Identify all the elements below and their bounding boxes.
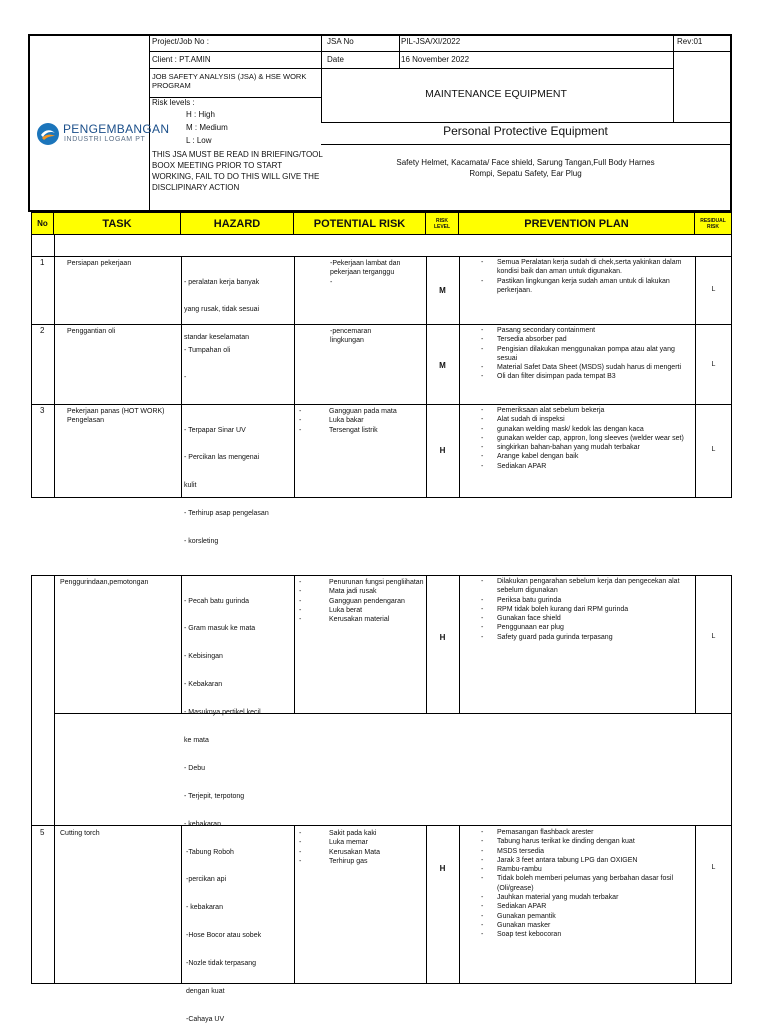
revision: Rev:01: [677, 37, 703, 46]
plan-item: - Dilakukan pengarahan sebelum kerja dan pengecekan alat sebelum digunakan: [479, 577, 694, 596]
row-1-task: Persiapan pekerjaan: [67, 260, 132, 267]
plan-item: - Pemasangan flashback arester: [479, 828, 694, 837]
plan-item: - Rambu-rambu: [479, 865, 694, 874]
col-hazard-text: HAZARD: [213, 217, 261, 230]
hazard-line: - Terhirup asap pengelasan: [184, 510, 269, 518]
row-4-level: H: [439, 633, 446, 642]
row-5-plan: [479, 828, 694, 940]
hazard-line: - kebakaran: [184, 820, 221, 828]
plan-item: - singkirkan bahan-bahan yang mudah terbakar: [479, 443, 694, 452]
plan-item: - Pemeriksaan alat sebelum bekerja: [479, 406, 694, 415]
plan-item: - Arange kabel dengan baik: [479, 452, 694, 461]
plan-item: - Pengisian dilakukan menggunakan pompa atau alat yang sesuai: [479, 345, 694, 364]
hazard-line: -percikan api: [186, 876, 227, 884]
hazard-line: - Percikan las mengenai: [184, 454, 260, 462]
ppe-line-2: Rompi, Sepatu Safety, Ear Plug: [469, 169, 582, 178]
col-residual-text-2: RISK: [707, 223, 719, 230]
col-hazard-header: [181, 213, 294, 234]
hazard-line: - Kebisingan: [184, 653, 223, 661]
row-2-hazard: [184, 327, 294, 392]
row-1-residual: L: [711, 286, 716, 293]
client-label: Client : PT.AMIN: [152, 55, 211, 64]
plan-item: - Gunakan masker: [479, 921, 694, 930]
row-2-no: 2: [40, 326, 45, 335]
col-residual-text-1: RESIDUAL: [700, 217, 726, 224]
risk-high: H : High: [186, 110, 215, 119]
company-name: PENGEMBANGAN: [63, 122, 170, 136]
risk-item: - Terhirup gas: [297, 857, 425, 866]
col-level-header: [426, 213, 459, 234]
ppe-title: Personal Protective Equipment: [443, 124, 608, 138]
plan-item: - Alat sudah di inspeksi: [479, 415, 694, 424]
row-1-level: M: [439, 286, 446, 295]
row-2-level: M: [439, 361, 446, 370]
plan-item: - Oli dan filter disimpan pada tempat B3: [479, 372, 694, 381]
risk-low: L : Low: [186, 136, 212, 145]
row-3-residual: L: [711, 446, 716, 453]
risk-levels-label: Risk levels :: [152, 98, 195, 107]
risk-item: - Kerusakan Mata: [297, 848, 425, 857]
work-title: MAINTENANCE EQUIPMENT: [425, 88, 567, 100]
row-3-level: H: [439, 446, 446, 455]
row-4-plan: [479, 577, 694, 642]
risk-item: - Luka memar: [297, 838, 425, 847]
hazard-line: - Kebakaran: [184, 681, 223, 689]
risk-line: -Pekerjaan lambat dan: [330, 260, 401, 267]
row-4-hazard: [184, 578, 294, 838]
row-5-no: 5: [40, 828, 45, 837]
hazard-line: - Gram masuk ke mata: [184, 625, 256, 633]
hazard-line: - Debu: [184, 764, 206, 772]
row-3-risk: [297, 407, 425, 435]
hazard-line: yang rusak, tidak sesuai: [184, 306, 260, 314]
plan-item: - Tidak boleh memberi pelumas yang berbahan dasar fosil (Oli/grease): [479, 874, 694, 893]
col-level-text-2: LEVEL: [433, 223, 451, 230]
risk-item: - Sakit pada kaki: [297, 829, 425, 838]
row-5-task: Cutting torch: [60, 830, 100, 837]
hazard-line: dengan kuat: [186, 988, 225, 996]
row-1-plan: [479, 258, 694, 295]
col-task-header: [54, 213, 181, 234]
risk-item: - Kerusakan material: [297, 615, 425, 624]
hazard-line: ke mata: [184, 737, 209, 745]
plan-item: - Jarak 3 feet antara tabung LPG dan OXIGEN: [479, 856, 694, 865]
row-3-plan: [479, 406, 694, 471]
plan-item: - Sediakan APAR: [479, 902, 694, 911]
hazard-line: -Tabung Roboh: [186, 848, 234, 856]
jsa-title: JOB SAFETY ANALYSIS (JSA) & HSE WORK PROGRAM: [152, 72, 307, 91]
plan-item: - Pasang secondary containment: [479, 326, 694, 335]
hazard-line: kulit: [184, 482, 197, 490]
row-4-risk: [297, 578, 425, 624]
col-risk-header: [294, 213, 426, 234]
col-no-text: No: [37, 219, 48, 228]
logo-mark-icon: [36, 122, 60, 146]
plan-item: - gunakan welder cap, appron, long sleeves (welder wear set): [479, 434, 694, 443]
row-3-no: 3: [40, 406, 45, 415]
hazard-line: - Tumpahan oli: [184, 346, 231, 354]
plan-item: - Periksa batu gurinda: [479, 596, 694, 605]
risk-line: pekerjaan terganggu: [330, 269, 395, 277]
col-risk-text: POTENTIAL RISK: [313, 217, 406, 230]
company-logo: [36, 118, 170, 152]
col-level-text-1: RISK: [436, 217, 448, 224]
risk-item: - Tersengat listrik: [297, 426, 425, 435]
row-5-hazard: [186, 829, 294, 1034]
hazard-line: standar keselamatan: [184, 334, 249, 342]
hazard-line: - peralatan kerja banyak: [184, 278, 260, 286]
hazard-line: - Pecah batu gurinda: [184, 597, 249, 605]
row-2-risk: [330, 327, 425, 346]
hazard-line: - korsleting: [184, 538, 219, 546]
jsa-no-label: JSA No: [327, 37, 354, 46]
hazard-line: - Terpapar Sinar UV: [184, 426, 246, 434]
plan-item: - Gunakan face shield: [479, 614, 694, 623]
hazard-line: -: [184, 374, 187, 382]
row-5-level: H: [439, 864, 446, 873]
row-1-no: 1: [40, 258, 45, 267]
plan-item: - Gunakan pemantik: [479, 912, 694, 921]
col-plan-header: [459, 213, 695, 234]
risk-item: - Luka bakar: [297, 416, 425, 425]
date-label: Date: [327, 55, 344, 64]
plan-item: - MSDS tersedia: [479, 847, 694, 856]
plan-item: - Sediakan APAR: [479, 462, 694, 471]
plan-item: - Material Safet Data Sheet (MSDS) sudah harus di mengerti: [479, 363, 694, 372]
date-value: 16 November 2022: [401, 55, 470, 64]
col-residual-header: [695, 213, 731, 234]
plan-item: - RPM tidak boleh kurang dari RPM gurinda: [479, 605, 694, 614]
plan-item: - Pastikan lingkungan kerja sudah aman untuk di lakukan perkerjaan.: [479, 277, 694, 296]
hazard-line: -Cahaya UV: [186, 1015, 225, 1023]
plan-item: - Tersedia absorber pad: [479, 335, 694, 344]
plan-item: - Soap test kebocoran: [479, 930, 694, 939]
company-subtitle: INDUSTRI LOGAM PT: [64, 136, 146, 143]
col-no-header: [32, 213, 54, 234]
project-label: Project/Job No :: [152, 37, 209, 46]
hazard-line: - Masuknya pertikel kecil: [184, 709, 261, 717]
risk-item: - Penurunan fungsi pengliihatan: [297, 578, 425, 587]
hazard-line: -Nozle tidak terpasang: [186, 960, 257, 968]
plan-item: - Tabung harus terikat ke dinding dengan kuat: [479, 837, 694, 846]
plan-item: - Penggunaan ear plug: [479, 623, 694, 632]
plan-item: - Safety guard pada gurinda terpasang: [479, 633, 694, 642]
ppe-line-1: Safety Helmet, Kacamata/ Face shield, Sarung Tangan,Full Body Harnes: [396, 158, 655, 167]
risk-item: - Mata jadi rusak: [297, 587, 425, 596]
col-plan-text: PREVENTION PLAN: [524, 217, 629, 230]
risk-line: -: [330, 278, 333, 286]
risk-item: - Gangguan pada mata: [297, 407, 425, 416]
plan-item: - Semua Peralatan kerja sudah di chek,serta yakinkan dalam kondisi baik dan aman untuk digunakan.: [479, 258, 694, 277]
row-2-plan: [479, 326, 694, 382]
row-5-risk: [297, 829, 425, 866]
col-task-text: TASK: [102, 217, 132, 230]
row-1-risk: [330, 259, 425, 287]
plan-item: - Jauhkan material yang mudah terbakar: [479, 893, 694, 902]
row-2-residual: L: [711, 361, 716, 368]
row-4-residual: L: [711, 633, 716, 640]
hazard-line: - Terjepit, terpotong: [184, 792, 245, 800]
row-5-residual: L: [711, 864, 716, 871]
risk-item: - Luka berat: [297, 606, 425, 615]
row-2-task: Penggantian oli: [67, 328, 116, 335]
row-4-task: Penggurindaan,pemotongan: [60, 579, 149, 586]
row-3-hazard: [184, 407, 294, 556]
risk-line: lingkungan: [330, 337, 364, 345]
jsa-no-value: PIL-JSA/XI/2022: [401, 37, 461, 46]
risk-item: - Gangguan pendengaran: [297, 597, 425, 606]
hazard-line: - kebakaran: [186, 904, 223, 912]
risk-line: -pencemaran: [330, 328, 372, 335]
hazard-line: -Hose Bocor atau sobek: [186, 932, 262, 940]
row-3-task: Pekerjaan panas (HOT WORK) Pengelasan: [67, 408, 165, 425]
plan-item: - gunakan welding mask/ kedok las dengan kaca: [479, 425, 694, 434]
risk-medium: M : Medium: [186, 123, 228, 132]
notice-text: THIS JSA MUST BE READ IN BRIEFING/TOOL BOOX MEETING PRIOR TO START WORKING, FAIL TO DO THIS WILL GIVE THE DISCLIPINARY ACTION: [152, 150, 323, 192]
